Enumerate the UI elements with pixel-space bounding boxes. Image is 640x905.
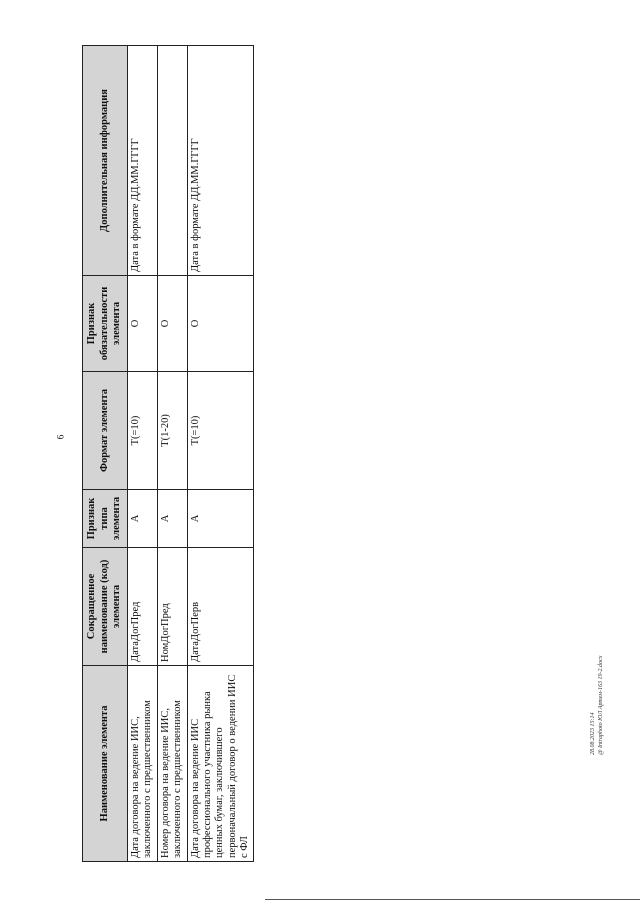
header-element-code: Сокращенное наименование (код) элемента — [83, 548, 128, 666]
cell-name: Дата договора на ведение ИИС, заключенного с предшественником — [128, 666, 158, 862]
cell-format: T(1-20) — [157, 372, 187, 490]
element-table-wrapper — [82, 46, 254, 862]
cell-required: О — [187, 276, 254, 372]
header-element-format: Формат элемента — [83, 372, 128, 490]
page-number: 6 — [55, 434, 66, 440]
header-additional-info: Дополнительная информация — [83, 46, 128, 276]
cell-format: T(=10) — [187, 372, 254, 490]
bottom-rule — [265, 899, 640, 900]
element-table — [82, 45, 254, 862]
table-row — [128, 46, 158, 862]
cell-code: НомДогПред — [157, 548, 187, 666]
footer-filename: @ Intraphoto ЮЛ Артем-163 19-2.docx — [597, 655, 604, 755]
header-element-name: Наименование элемента — [83, 666, 128, 862]
cell-type: А — [187, 490, 254, 548]
cell-type: А — [128, 490, 158, 548]
cell-info: Дата в формате ДД.ММ.ГГГГ — [128, 46, 158, 276]
cell-name: Номер договора на ведение ИИС, заключенного с предшественником — [157, 666, 187, 862]
cell-type: А — [157, 490, 187, 548]
footer-timestamp: 28.08.2023 15:14 — [590, 712, 596, 755]
cell-name: Дата договора на ведение ИИС профессионального участника рынка ценных бумаг, заключившего первоначальный договор о ведении ИИС с ФЛ — [187, 666, 254, 862]
cell-code: ДатаДогПред — [128, 548, 158, 666]
cell-required: О — [128, 276, 158, 372]
cell-info — [157, 46, 187, 276]
table-row — [187, 46, 254, 862]
footer-note — [590, 656, 606, 755]
cell-format: T(=10) — [128, 372, 158, 490]
header-element-type: Признак типа элемента — [83, 490, 128, 548]
table-header-row — [83, 46, 128, 862]
header-element-required: Признак обязательности элемента — [83, 276, 128, 372]
cell-info: Дата в формате ДД.ММ.ГГГГ — [187, 46, 254, 276]
cell-required: О — [157, 276, 187, 372]
table-row — [157, 46, 187, 862]
cell-code: ДатаДогПерв — [187, 548, 254, 666]
